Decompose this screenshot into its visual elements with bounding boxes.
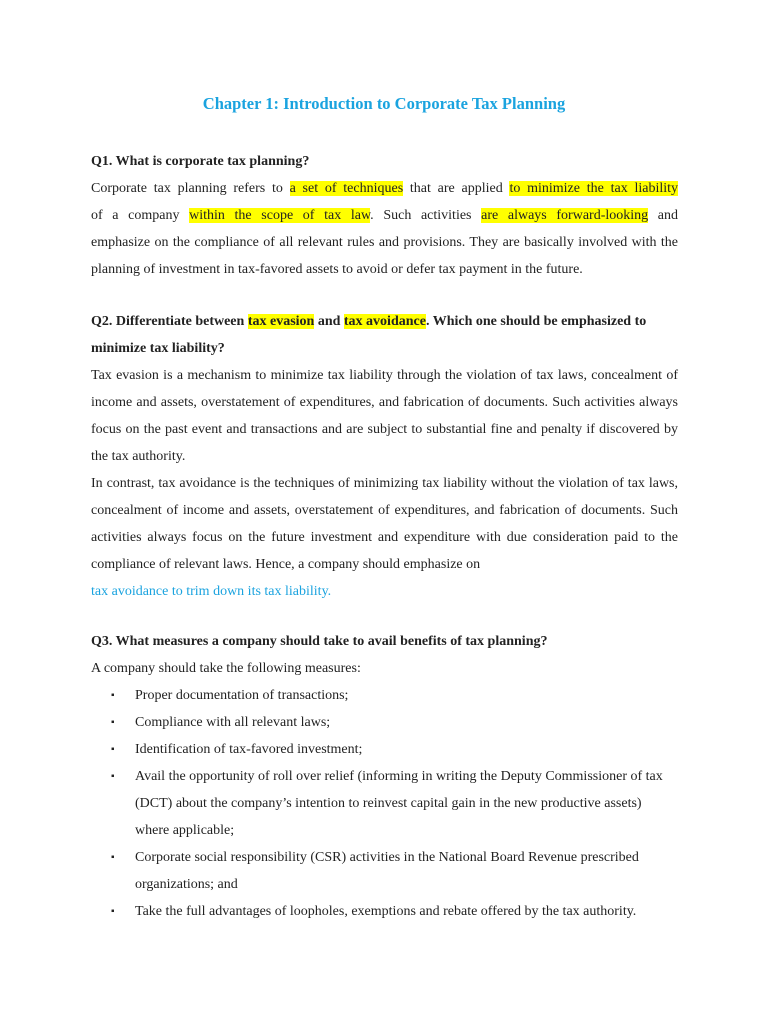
q1-text: that are applied [403,181,510,196]
bullet-icon: ▪ [111,906,115,917]
q1-text: of a company [91,208,190,223]
list-item-text: Avail the opportunity of roll over relief (informing in writing the Deputy Commissioner of tax (DCT) about the company’s intention to reinvest capital gain in the new productive assets) where applicable; [135,769,663,838]
q2-para-evasion: Tax evasion is a mechanism to minimize tax liability through the violation of tax laws, concealment of income and assets, overstatement of expenditures, and fabrication of documents. Such activities always focus on the past event and transactions and are subject to substantial fine and penalty if discovered by the tax authority. [91,368,678,464]
q3-question: Q3. What measures a company should take to avail benefits of tax planning? [91,634,548,649]
bullet-icon: ▪ [111,852,115,863]
bullet-icon: ▪ [111,744,115,755]
bullet-icon: ▪ [111,690,115,701]
measures-list [91,682,678,925]
bullet-icon: ▪ [111,771,115,782]
list-item [91,763,678,844]
list-item-text: Compliance with all relevant laws; [135,715,331,730]
q2-section [91,308,678,605]
list-item [91,844,678,898]
q1-text: Corporate tax planning refers to [91,181,290,196]
list-item-text: Identification of tax-favored investment; [135,742,363,757]
list-item [91,682,678,709]
q1-text: . Such activities [370,208,482,223]
q1-question: Q1. What is corporate tax planning? [91,154,310,169]
highlight-tax-avoidance: tax avoidance [343,314,426,329]
highlight-minimize: to minimize the tax liability [509,181,679,196]
q1-answer-line2 [91,202,678,229]
list-item-text: Take the full advantages of loopholes, exemptions and rebate offered by the tax authority. [135,904,637,919]
list-item [91,736,678,763]
bullet-icon: ▪ [111,717,115,728]
q1-section [91,148,678,283]
list-item-text: Proper documentation of transactions; [135,688,349,703]
q2-text: Q2. Differentiate between [91,314,248,329]
highlight-tax-evasion: tax evasion [247,314,315,329]
highlight-techniques: a set of techniques [289,181,404,196]
highlight-forward: are always forward-looking [481,208,649,223]
chapter-title: Chapter 1: Introduction to Corporate Tax Planning [202,94,566,113]
q2-question [91,308,678,362]
q2-para-avoidance: In contrast, tax avoidance is the techniques of minimizing tax liability without the violation of tax laws, concealment of income and assets, overstatement of expenditures, and fabrication of documents. Such activities always focus on the future investment and expenditure with due consideration paid to the compliance of relevant laws. Hence, a company should emphasize on [91,476,678,572]
list-item [91,898,678,925]
q2-text: . Which one should be emphasized to minimize tax liability? [91,314,647,356]
list-item-text: Corporate social responsibility (CSR) activities in the National Board Revenue prescribed organizations; and [135,850,639,892]
list-item [91,709,678,736]
q3-section [91,628,678,925]
q3-intro: A company should take the following measures: [91,661,361,676]
q2-text: and [314,314,344,329]
q1-text: and [648,208,678,223]
q1-answer-rest: emphasize on the compliance of all relevant rules and provisions. They are basically involved with the planning of investment in tax-favored assets to avoid or defer tax payment in the future. [91,235,678,277]
q1-answer-line1 [91,175,678,202]
highlight-scope: within the scope of tax law [189,208,371,223]
q2-avoidance-link[interactable]: tax avoidance to trim down its tax liability. [91,584,332,599]
